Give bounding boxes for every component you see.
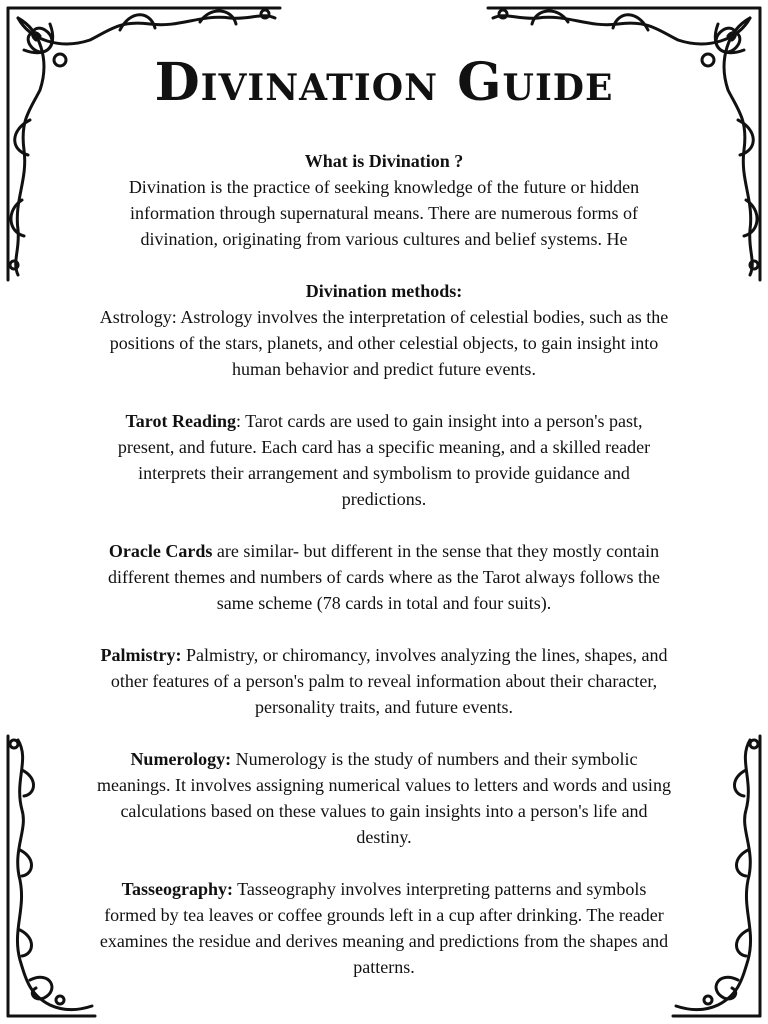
method-text: Palmistry, or chiromancy, involves analyzing the lines, shapes, and other features of a person's palm to reveal information about their character, personality traits, and future events.	[110, 645, 668, 717]
flourish-corner-bottom-right-icon	[668, 730, 768, 1024]
method-name: Numerology:	[130, 749, 232, 769]
method-name: Palmistry:	[100, 645, 182, 665]
method-name: Astrology:	[99, 307, 177, 327]
page-title: Divination Guide	[154, 52, 614, 113]
method-numerology	[96, 746, 672, 850]
methods-heading: Divination methods:	[305, 281, 463, 301]
method-text: : Tarot cards are used to gain insight into a person's past, present, and future. Each card has a specific meaning, and a skilled reader interprets their arrangement and symbolism to provide guidance and predictions.	[117, 411, 651, 509]
guide-content	[96, 148, 672, 980]
method-name: Tarot Reading	[125, 411, 236, 431]
method-tasseography	[96, 876, 672, 980]
method-palmistry	[96, 642, 672, 720]
method-text: Numerology is the study of numbers and their symbolic meanings. It involves assigning numerical values to letters and words and using calculations based on these values to gain insights into a person's life and destiny.	[97, 749, 671, 847]
method-text: Astrology involves the interpretation of celestial bodies, such as the positions of the stars, planets, and other celestial objects, to gain insight into human behavior and predict future events.	[109, 307, 669, 379]
intro-text: Divination is the practice of seeking knowledge of the future or hidden information through supernatural means. There are numerous forms of divination, originating from various cultures and belief systems. He	[128, 177, 640, 249]
flourish-corner-bottom-left-icon	[0, 730, 100, 1024]
method-text: Tasseography involves interpreting patterns and symbols formed by tea leaves or coffee grounds left in a cup after drinking. The reader examines the residue and derives meaning and predictions from the shapes and patterns.	[99, 879, 669, 977]
intro-heading: What is Divination ?	[304, 151, 464, 171]
method-name: Tasseography:	[121, 879, 233, 899]
method-text: are similar- but different in the sense that they mostly contain different themes and numbers of cards where as the Tarot always follows the same scheme (78 cards in total and four suits).	[108, 541, 660, 613]
method-oracle-cards	[96, 538, 672, 616]
method-name: Oracle Cards	[108, 541, 213, 561]
method-astrology	[96, 304, 672, 382]
method-tarot	[96, 408, 672, 512]
